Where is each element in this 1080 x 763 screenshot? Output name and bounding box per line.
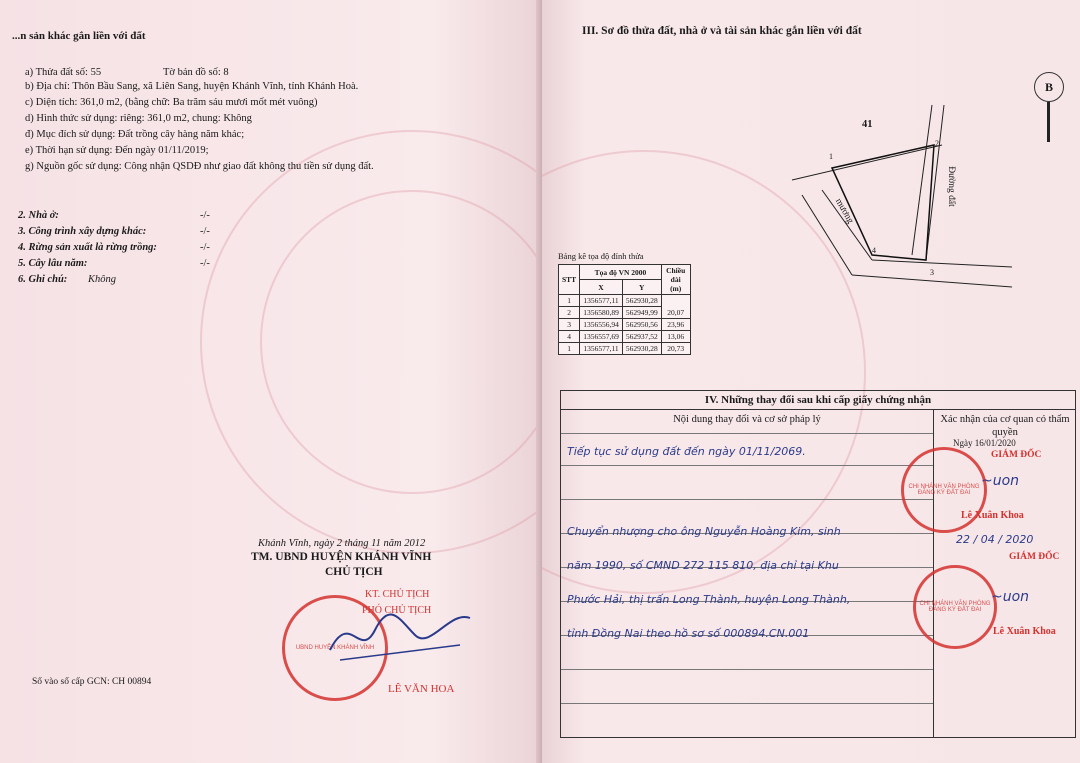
table-row: 2 1356580,89 562949,99 — [559, 307, 691, 319]
forest-value: -/- — [200, 242, 210, 253]
change-entry-2-line-3: Phước Hải, thị trấn Long Thành, huyện Long Thành, — [567, 593, 851, 606]
th-y: Y — [622, 280, 661, 295]
house-label: 2. Nhà ở: — [18, 210, 59, 221]
table-row: 1 1356577,11 562930,28 20,73 — [559, 343, 691, 355]
changes-content-column — [561, 409, 934, 737]
vertex-2: 2 — [935, 139, 939, 148]
table-row: 1 1356577,11 562930,28 20,07 — [559, 295, 691, 307]
road-label: Đường đất — [945, 166, 956, 207]
issuing-org: TM. UBND HUYỆN KHÁNH VĨNH — [251, 551, 432, 563]
neighbor-parcel: 41 — [862, 119, 873, 130]
th-length: Chiều dài (m) — [661, 265, 690, 295]
change-entry-1: Tiếp tục sử dụng đất đến ngày 01/11/2069. — [567, 445, 806, 458]
confirm-1-name: Lê Xuân Khoa — [961, 510, 1024, 521]
changes-section — [560, 390, 1076, 738]
change-entry-2-line-4: tỉnh Đồng Nai theo hồ sơ số 000894.CN.001 — [567, 627, 810, 640]
parcel-number: a) Thửa đất số: 55 — [25, 67, 102, 78]
confirm-1-title: GIÁM ĐỐC — [991, 450, 1042, 460]
confirm-2-name: Lê Xuân Khoa — [993, 626, 1056, 637]
confirm-1-signature: ~uon — [981, 473, 1020, 489]
kt-title: KT. CHỦ TỊCH — [365, 589, 430, 600]
issuer-role: CHỦ TỊCH — [325, 566, 383, 578]
area: c) Diện tích: 361,0 m2, (bằng chữ: Ba trăm sáu mươi mốt mét vuông) — [25, 97, 318, 108]
section-title: ...n sản khác gắn liền với đất — [12, 30, 146, 42]
usage-origin: g) Nguồn gốc sử dụng: Công nhận QSDĐ như giao đất không thu tiền sử dụng đất. — [25, 161, 374, 172]
ditch-label: mương — [832, 197, 856, 226]
vertex-1: 1 — [829, 152, 833, 161]
house-value: -/- — [200, 210, 210, 221]
parcel-sketch — [782, 95, 1022, 295]
table-row: 4 1356557,69 562937,52 13,06 — [559, 331, 691, 343]
th-x: X — [580, 280, 623, 295]
col-content-header: Nội dung thay đổi và cơ sở pháp lý — [673, 414, 821, 425]
issue-date: Khánh Vĩnh, ngày 2 tháng 11 năm 2012 — [258, 538, 426, 549]
construction-value: -/- — [200, 226, 210, 237]
confirm-1-date: Ngày 16/01/2020 — [953, 438, 1016, 448]
signer-name: LÊ VĂN HOA — [388, 683, 455, 695]
address: b) Địa chỉ: Thôn Bầu Sang, xã Liên Sang, huyện Khánh Vĩnh, tỉnh Khánh Hoà. — [25, 81, 359, 92]
table-row: 3 1356556,94 562950,56 23,96 — [559, 319, 691, 331]
th-coord: Tọa độ VN 2000 — [580, 265, 662, 280]
construction-label: 3. Công trình xây dựng khác: — [18, 226, 147, 237]
map-sheet: Tờ bản đồ số: 8 — [163, 67, 229, 78]
change-entry-2-line-2: năm 1990, số CMND 272 115 810, địa chỉ tại Khu — [567, 559, 839, 572]
section4-title: IV. Những thay đổi sau khi cấp giấy chứng nhận — [561, 391, 1075, 410]
confirm-2-date: 22 / 04 / 2020 — [956, 533, 1034, 546]
signature — [320, 600, 480, 670]
coord-table-caption: Bảng kê tọa độ đỉnh thửa — [558, 251, 644, 261]
col-confirm-header: Xác nhận của cơ quan có thẩm quyền — [940, 414, 1070, 438]
confirm-2-title: GIÁM ĐỐC — [1009, 552, 1060, 562]
note-value: Không — [88, 274, 117, 285]
change-entry-2-line-1: Chuyển nhượng cho ông Nguyễn Hoàng Kim, sinh — [567, 525, 841, 538]
confirm-seal-1: CHI NHÁNH VĂN PHÒNG ĐĂNG KÝ ĐẤT ĐAI — [901, 447, 987, 533]
confirm-2-signature: ~uon — [991, 589, 1030, 605]
official-seal: UBND HUYỆN KHÁNH VĨNH — [282, 595, 388, 701]
perennial-value: -/- — [200, 258, 210, 269]
north-arrow: B — [1034, 72, 1064, 102]
registry-number: Số vào sổ cấp GCN: CH 00894 — [32, 677, 152, 687]
usage-purpose: đ) Mục đích sử dụng: Đất trồng cây hàng năm khác; — [25, 129, 245, 140]
th-stt: STT — [559, 265, 580, 295]
note-label: 6. Ghi chú: — [18, 274, 68, 285]
forest-label: 4. Rừng sản xuất là rừng trồng: — [18, 242, 157, 253]
section3-title: III. Sơ đồ thửa đất, nhà ở và tài sản khác gắn liền với đất — [582, 25, 862, 37]
vertex-3: 3 — [930, 268, 934, 277]
confirm-seal-2: CHI NHÁNH VĂN PHÒNG ĐĂNG KÝ ĐẤT ĐAI — [913, 565, 997, 649]
usage-term: e) Thời hạn sử dụng: Đến ngày 01/11/2019; — [25, 145, 209, 156]
coordinate-table — [558, 264, 691, 355]
deputy-title: PHÓ CHỦ TỊCH — [362, 605, 432, 616]
usage-form: d) Hình thức sử dụng: riêng: 361,0 m2, chung: Không — [25, 113, 252, 124]
vertex-4: 4 — [872, 246, 876, 255]
north-arrow-line — [1047, 102, 1050, 142]
perennial-label: 5. Cây lâu năm: — [18, 258, 88, 269]
